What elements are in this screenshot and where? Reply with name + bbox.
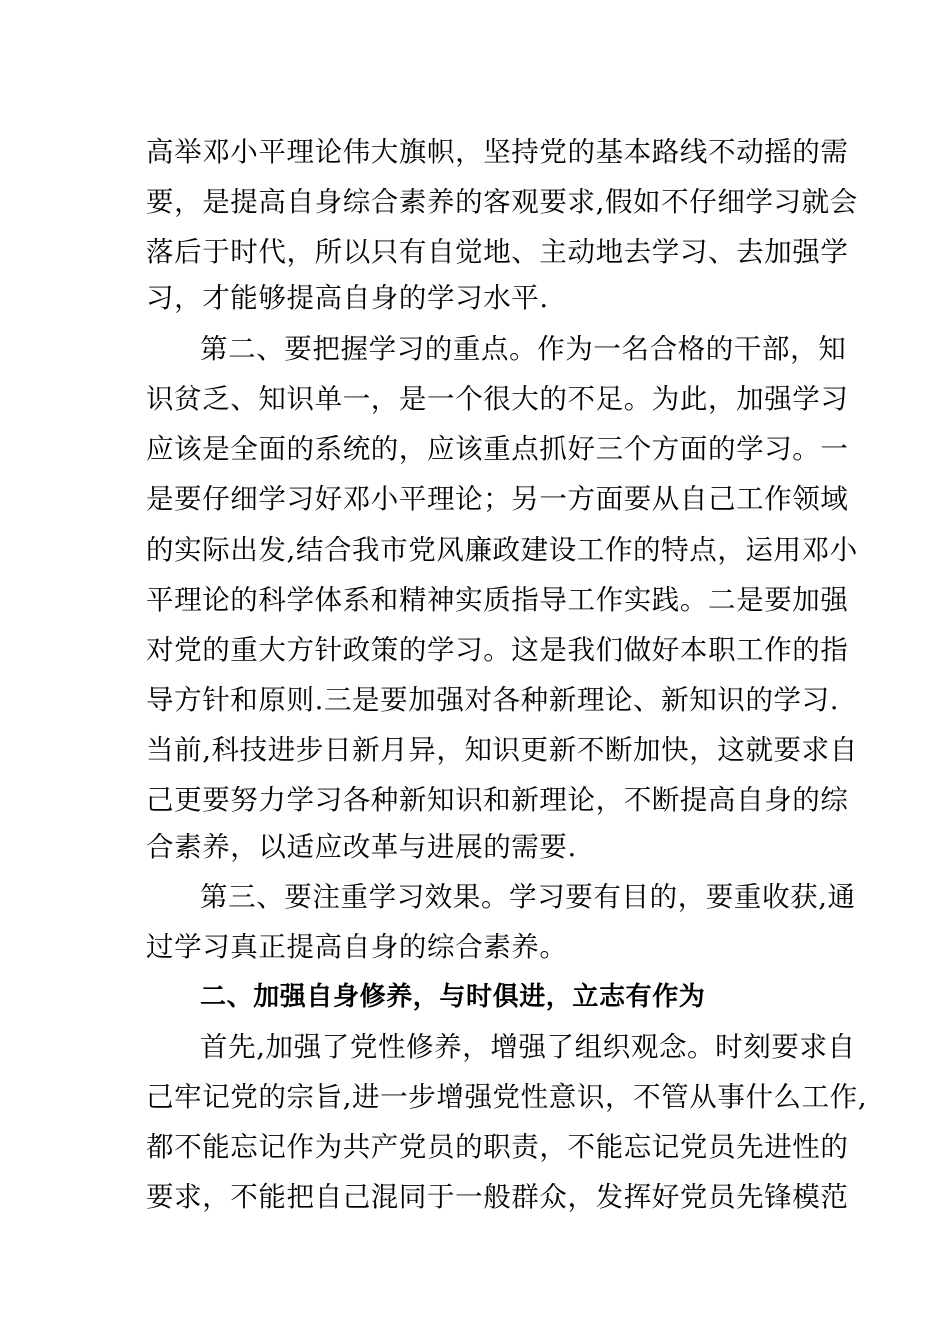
- text-line: 合素养，以适应改革与进展的需要.: [146, 831, 577, 863]
- text-line: 落后于时代，所以只有自觉地、主动地去学习、去加强学: [146, 236, 849, 268]
- section-heading: 二、加强自身修养，与时俱进，立志有作为: [200, 982, 706, 1012]
- text-line: 高举邓小平理论伟大旗帜，坚持党的基本路线不动摇的需: [146, 136, 849, 168]
- text-line: 要求，不能把自己混同于一般群众，发挥好党员先锋模范: [146, 1181, 849, 1213]
- text-line: 己更要努力学习各种新知识和新理论，不断提高自身的综: [146, 784, 849, 816]
- text-line: 是要仔细学习好邓小平理论；另一方面要从自己工作领域: [146, 483, 849, 515]
- text-line: 的实际出发,结合我市党风廉政建设工作的特点，运用邓小: [146, 534, 858, 566]
- text-line: 当前,科技进步日新月异，知识更新不断加快，这就要求自: [146, 734, 858, 766]
- text-line: 导方针和原则.三是要加强对各种新理论、新知识的学习.: [146, 684, 840, 716]
- text-line: 要，是提高自身综合素养的客观要求,假如不仔细学习就会: [146, 186, 858, 218]
- paragraph-start-line: 第三、要注重学习效果。学习要有目的，要重收获,通: [200, 881, 856, 913]
- text-line: 平理论的科学体系和精神实质指导工作实践。二是要加强: [146, 584, 849, 616]
- text-line: 对党的重大方针政策的学习。这是我们做好本职工作的指: [146, 634, 849, 666]
- text-line: 应该是全面的系统的，应该重点抓好三个方面的学习。一: [146, 433, 849, 465]
- paragraph-start-line: 首先,加强了党性修养，增强了组织观念。时刻要求自: [200, 1031, 856, 1063]
- text-line: 过学习真正提高自身的综合素养。: [146, 931, 568, 963]
- text-line: 己牢记党的宗旨,进一步增强党性意识，不管从事什么工作,: [146, 1081, 868, 1113]
- text-line: 都不能忘记作为共产党员的职责，不能忘记党员先进性的: [146, 1131, 849, 1163]
- text-line: 习，才能够提高自身的学习水平.: [146, 282, 549, 314]
- paragraph-start-line: 第二、要把握学习的重点。作为一名合格的干部，知: [200, 333, 847, 365]
- text-line: 识贫乏、知识单一，是一个很大的不足。为此，加强学习: [146, 383, 849, 415]
